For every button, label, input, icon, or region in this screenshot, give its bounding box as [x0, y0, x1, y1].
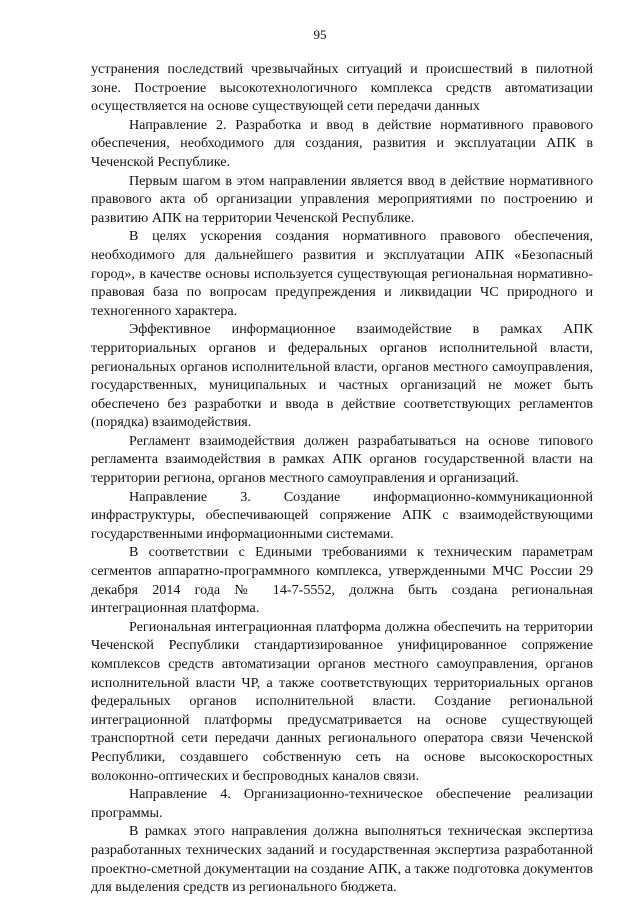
paragraph-direction-3: Направление 3. Создание информационно-коммуникационной инфраструктуры, обеспечивающей сопряжение АПК с взаимодействующими государственными информационными системами.	[91, 488, 593, 542]
document-body	[91, 60, 593, 897]
paragraph-legal-base: В целях ускорения создания нормативного правового обеспечения, необходимого для дальнейшего развития и эксплуатации АПК «Безопасный город», в качестве основы используется существующая региональная нормативно-правовая база по вопросам предупреждения и ликвидации ЧС природного и техногенного характера.	[91, 228, 593, 319]
paragraph-requirements: В соответствии с Едиными требованиями к техническим параметрам сегментов аппаратно-программного комплекса, утвержденными МЧС России 29 декабря 2014 года № 14-7-5552, должна быть создана региональная интеграционная платформа.	[91, 544, 593, 617]
paragraph-direction-4: Направление 4. Организационно-техническое обеспечение реализации программы.	[91, 786, 593, 821]
paragraph-direction-2: Направление 2. Разработка и ввод в действие нормативного правового обеспечения, необходимого для создания, развития и эксплуатации АПК в Чеченской Республике.	[91, 116, 593, 170]
paragraph-interaction: Эффективное информационное взаимодействие в рамках АПК территориальных органов и федеральных органов исполнительной власти, региональных органов исполнительной власти, органов местного самоуправления, государственных, муниципальных и частных организаций не может быть обеспечено без разработки и ввода в действие соответствующих регламентов (порядка) взаимодействия.	[91, 321, 593, 431]
paragraph-first-step: Первым шагом в этом направлении является ввод в действие нормативного правового акта об организации управления мероприятиями по построению и развитию АПК на территории Чеченской Республике.	[91, 172, 593, 226]
page-number: 95	[313, 27, 327, 42]
paragraph-integration-platform: Региональная интеграционная платформа должна обеспечить на территории Чеченской Республики стандартизированное унифицированное сопряжение комплексов средств автоматизации органов местного самоуправления, органов исполнительной власти ЧР, а также соответствующих территориальных органов федеральных органов исполнительной власти. Создание региональной интеграционной платформы предусматривается на основе существующей транспортной сети передачи данных регионального оператора связи Чеченской Республики, создавшего собственную сеть на основе высокоскоростных волоконно-оптических и беспроводных каналов связи.	[91, 618, 593, 784]
paragraph-expertise: В рамках этого направления должна выполняться техническая экспертиза разработанных технических заданий и государственная экспертиза разработанной проектно-сметной документации на создание АПК, а также подготовка документов для выделения средств из регионального бюджета.	[91, 823, 594, 896]
paragraph-regulation: Регламент взаимодействия должен разрабатываться на основе типового регламента взаимодействия в рамках АПК органов государственной власти на территории региона, органов местного самоуправления и организаций.	[91, 432, 593, 487]
paragraph-continuation: устранения последствий чрезвычайных ситуаций и происшествий в пилотной зоне. Построение высокотехнологичного комплекса средств автоматизации осуществляется на основе существующей сети передачи данных	[91, 61, 593, 115]
